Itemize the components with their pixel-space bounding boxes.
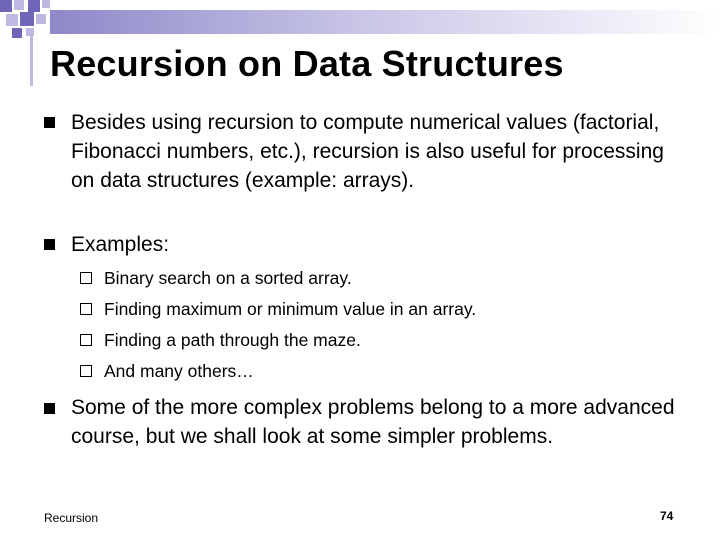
footer-label: Recursion <box>44 511 99 525</box>
decor-square <box>14 0 24 10</box>
header-gradient-bar <box>50 10 720 34</box>
bullet-text: Besides using recursion to compute numerical values (factorial, Fibonacci numbers, etc.), recursion is also useful for processing on data structures (example: arrays). <box>71 111 664 192</box>
bullet-marker <box>44 239 55 250</box>
decor-square <box>42 0 50 8</box>
example-item: Finding a path through the maze. <box>104 330 361 350</box>
title-accent-line <box>30 36 33 86</box>
slide-title: Recursion on Data Structures <box>50 43 564 84</box>
checkbox-bullet-icon <box>80 303 92 315</box>
bullet-marker <box>44 117 55 128</box>
decor-square <box>36 14 46 24</box>
checkbox-bullet-icon <box>80 272 92 284</box>
example-item: Finding maximum or minimum value in an array. <box>104 299 477 319</box>
decor-square <box>12 28 22 38</box>
page-number: 74 <box>660 509 674 523</box>
bullet-text: Some of the more complex problems belong to a more advanced course, but we shall look at some simpler problems. <box>71 396 675 448</box>
bullet-marker <box>44 403 55 414</box>
decor-square <box>20 12 34 26</box>
decor-square <box>0 0 12 12</box>
checkbox-bullet-icon <box>80 334 92 346</box>
checkbox-bullet-icon <box>80 365 92 377</box>
header-decoration <box>0 0 720 40</box>
bullet-text: Examples: <box>71 233 170 256</box>
decor-square <box>28 0 40 12</box>
example-item: Binary search on a sorted array. <box>104 268 352 288</box>
decor-square <box>26 28 34 36</box>
decor-square <box>6 14 18 26</box>
example-item: And many others… <box>104 361 254 381</box>
